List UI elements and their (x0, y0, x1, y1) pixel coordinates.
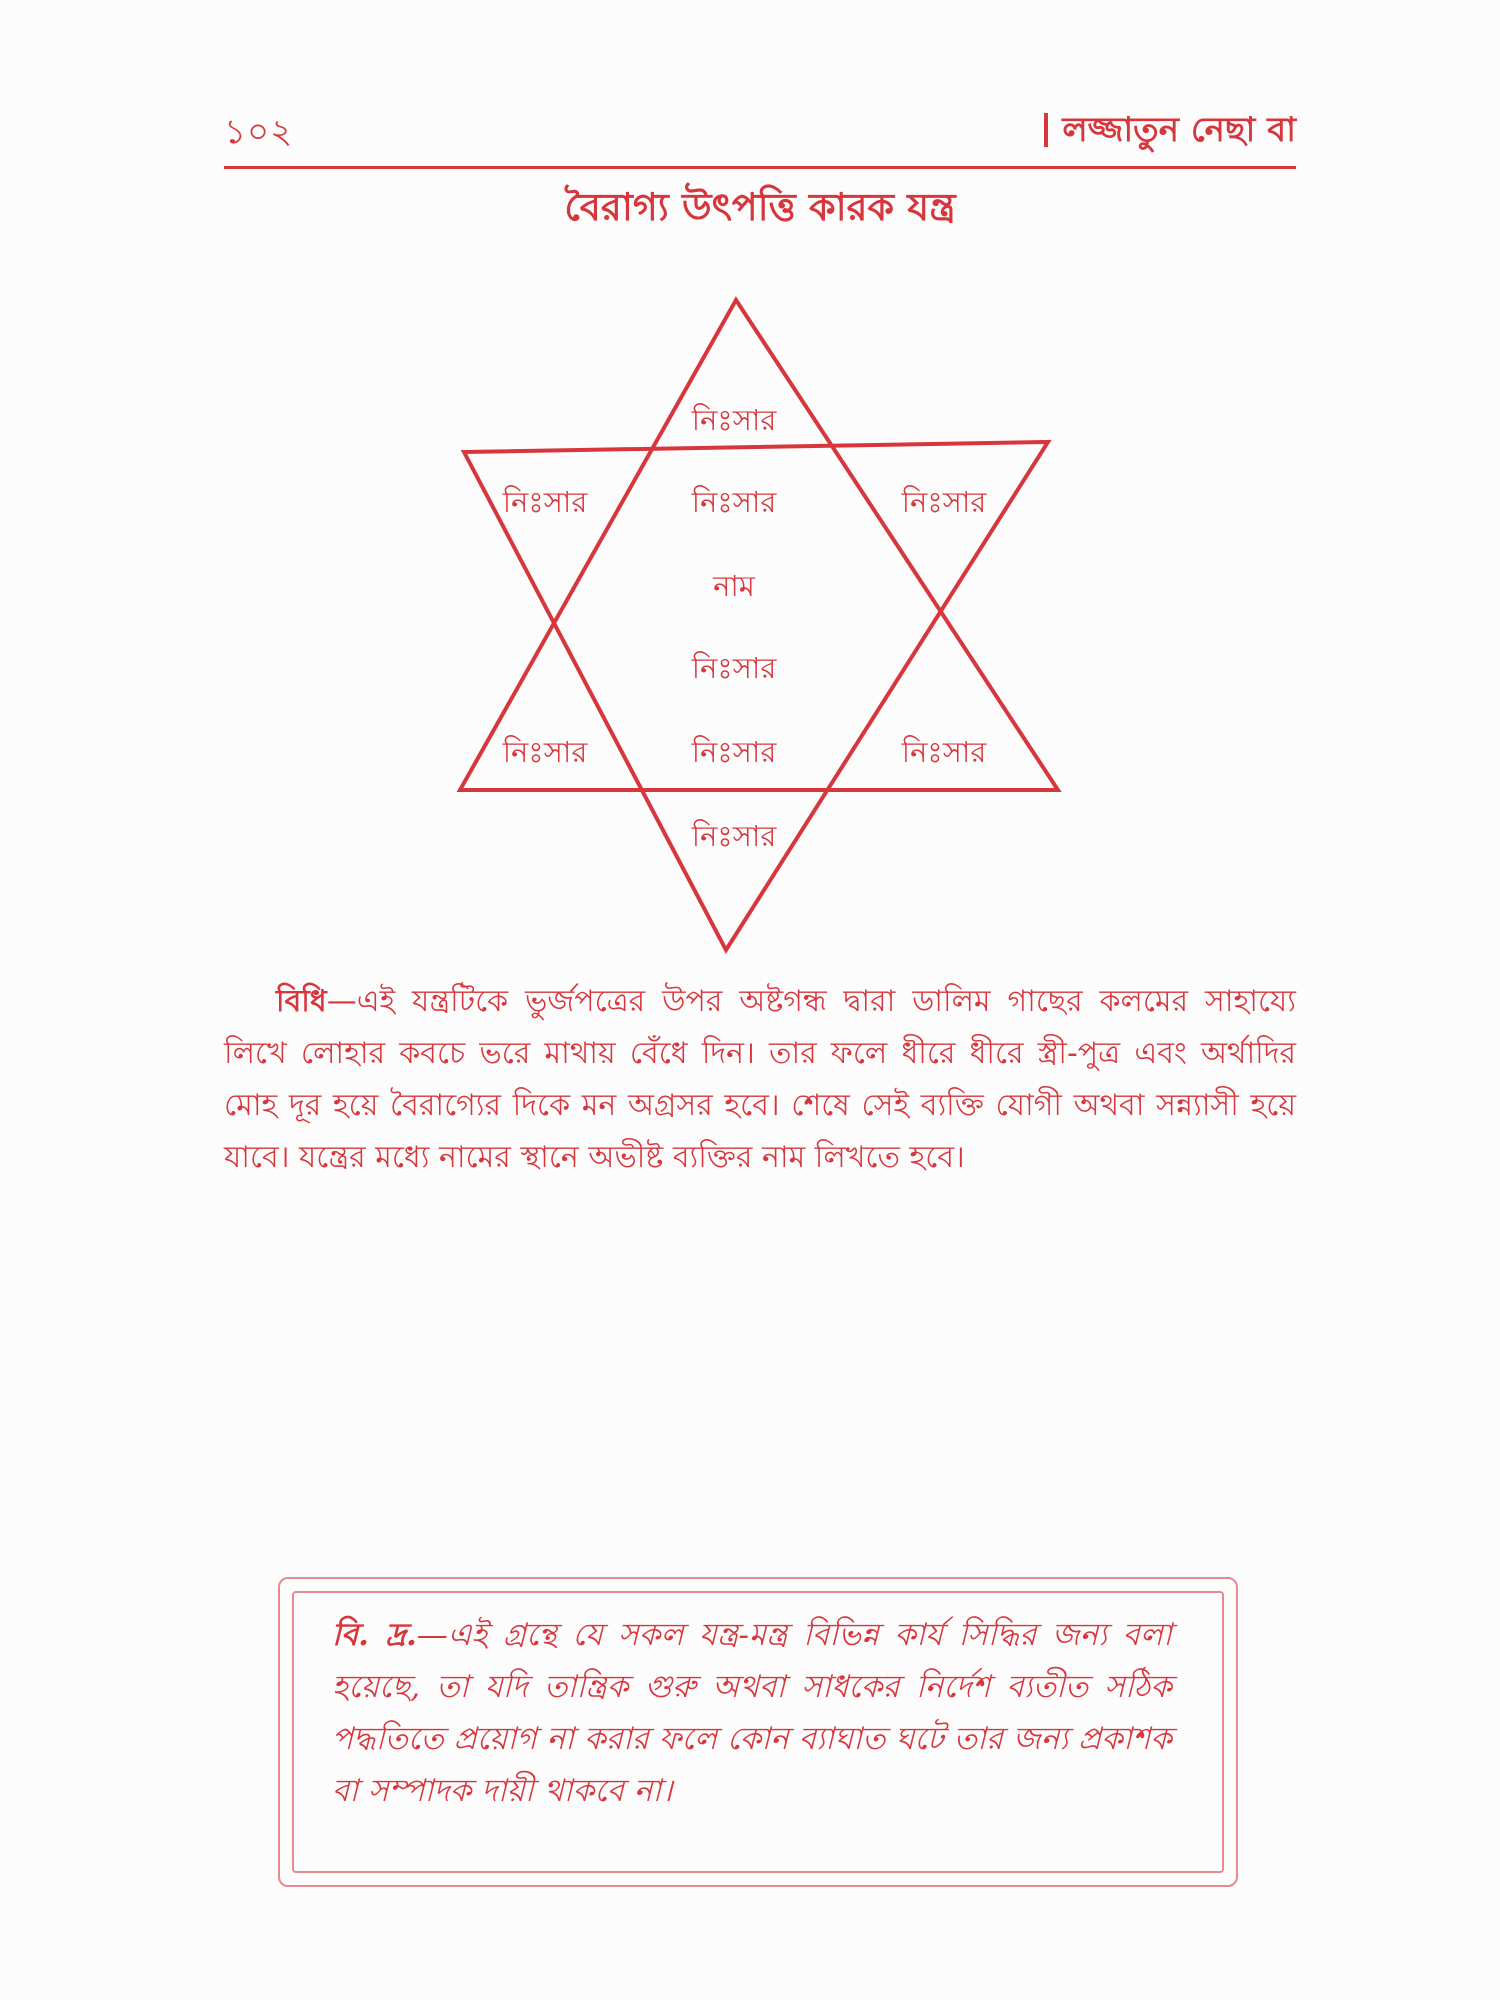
yantra-cell-center-bottom: নিঃসার (691, 735, 777, 769)
procedure-text: —এই যন্ত্রটিকে ভুর্জপত্রের উপর অষ্টগন্ধ দ্বারা ডালিম গাছের কলমের সাহায্যে লিখে লোহার কবচে ভরে মাথায় বেঁধে দিন। তার ফলে ধীরে ধীরে স্ত্রী-পুত্র এবং অর্থাদির মোহ দূর হয়ে বৈরাগ্যের দিকে মন অগ্রসর হবে। শেষে সেই ব্যক্তি যোগী অথবা সন্ন্যাসী হয়ে যাবে। যন্ত্রের মধ্যে নামের স্থানে অভীষ্ট ব্যক্তির নাম লিখতে হবে। (224, 984, 1296, 1175)
running-title (1044, 104, 1296, 161)
yantra-cell-bottom: নিঃসার (691, 819, 777, 853)
procedure-lead: বিধি (276, 984, 327, 1019)
procedure-paragraph (224, 976, 1296, 1184)
yantra-diagram (440, 280, 1080, 980)
yantra-cell-lower-right: নিঃসার (901, 735, 987, 769)
page-title: বৈরাগ্য উৎপত্তি কারক যন্ত্র (564, 185, 956, 229)
upward-triangle (460, 300, 1058, 790)
yantra-cell-top: নিঃসার (691, 403, 777, 437)
yantra-cell-center-middle: নিঃসার (691, 651, 777, 685)
running-title-text: লজ্জাতুন নেছা বা (1062, 110, 1296, 150)
disclaimer-box (278, 1577, 1238, 1887)
yantra-cell-center-top: নিঃসার (691, 485, 777, 519)
hexagram-figure (440, 280, 1080, 980)
page-number: ১০২ (224, 112, 294, 152)
disclaimer-text (332, 1609, 1172, 1817)
yantra-cell-upper-left: নিঃসার (502, 485, 588, 519)
yantra-cell-upper-right: নিঃসার (901, 485, 987, 519)
page-header (224, 100, 1296, 169)
yantra-cell-lower-left: নিঃসার (502, 735, 588, 769)
header-bar-divider (1044, 113, 1048, 147)
yantra-cell-name: নাম (713, 569, 755, 603)
disclaimer-lead: বি. দ্র. (332, 1617, 417, 1653)
disclaimer-body: —এই গ্রন্থে যে সকল যন্ত্র-মন্ত্র বিভিন্ন কার্য সিদ্ধির জন্য বলা হয়েছে, তা যদি তান্ত্রিক গুরু অথবা সাধকের নির্দেশ ব্যতীত সঠিক পদ্ধতিতে প্রয়োগ না করার ফলে কোন ব্যাঘাত ঘটে তার জন্য প্রকাশক বা সম্পাদক দায়ী থাকবে না। (332, 1617, 1172, 1809)
